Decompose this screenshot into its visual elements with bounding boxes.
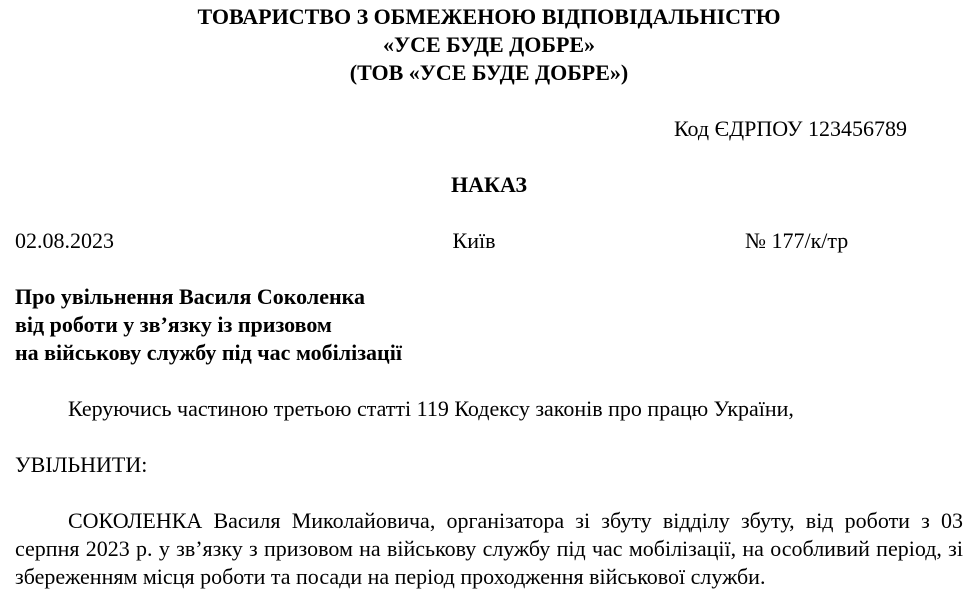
document-type-title: НАКАЗ (451, 172, 527, 197)
order-meta-line (15, 227, 963, 255)
org-header (15, 3, 963, 87)
subject-line-1: Про увільнення Василя Соколенка (15, 284, 365, 309)
order-date: 02.08.2023 (15, 228, 114, 253)
edrpou-code: Код ЄДРПОУ 123456789 (673, 116, 907, 141)
org-name-line-2: «УСЕ БУДЕ ДОБРЕ» (382, 32, 596, 57)
subject-line-2: від роботи у зв’язку із призовом (15, 312, 332, 337)
resolution-word: УВІЛЬНИТИ: (15, 452, 148, 477)
org-name-line-3: (ТОВ «УСЕ БУДЕ ДОБРЕ») (349, 60, 629, 85)
subject-line-3: на військову службу під час мобілізації (15, 340, 402, 365)
preamble-paragraph: Керуючись частиною третьою статті 119 Кодексу законів про працю України, (68, 396, 794, 421)
order-subject (15, 283, 963, 367)
order-city: Київ (452, 228, 496, 253)
order-number: № 177/к/тр (745, 228, 849, 253)
org-name-line-1: ТОВАРИСТВО З ОБМЕЖЕНОЮ ВІДПОВІДАЛЬНІСТЮ (197, 4, 781, 29)
order-body-paragraph: СОКОЛЕНКА Василя Миколайовича, організатора зі збуту відділу збуту, від роботи з 03 серпня 2023 р. у зв’язку з призовом на військову службу під час мобілізації, на особливий період, зі збереженням місця роботи та посади на період проходження військової служби. (15, 508, 963, 589)
